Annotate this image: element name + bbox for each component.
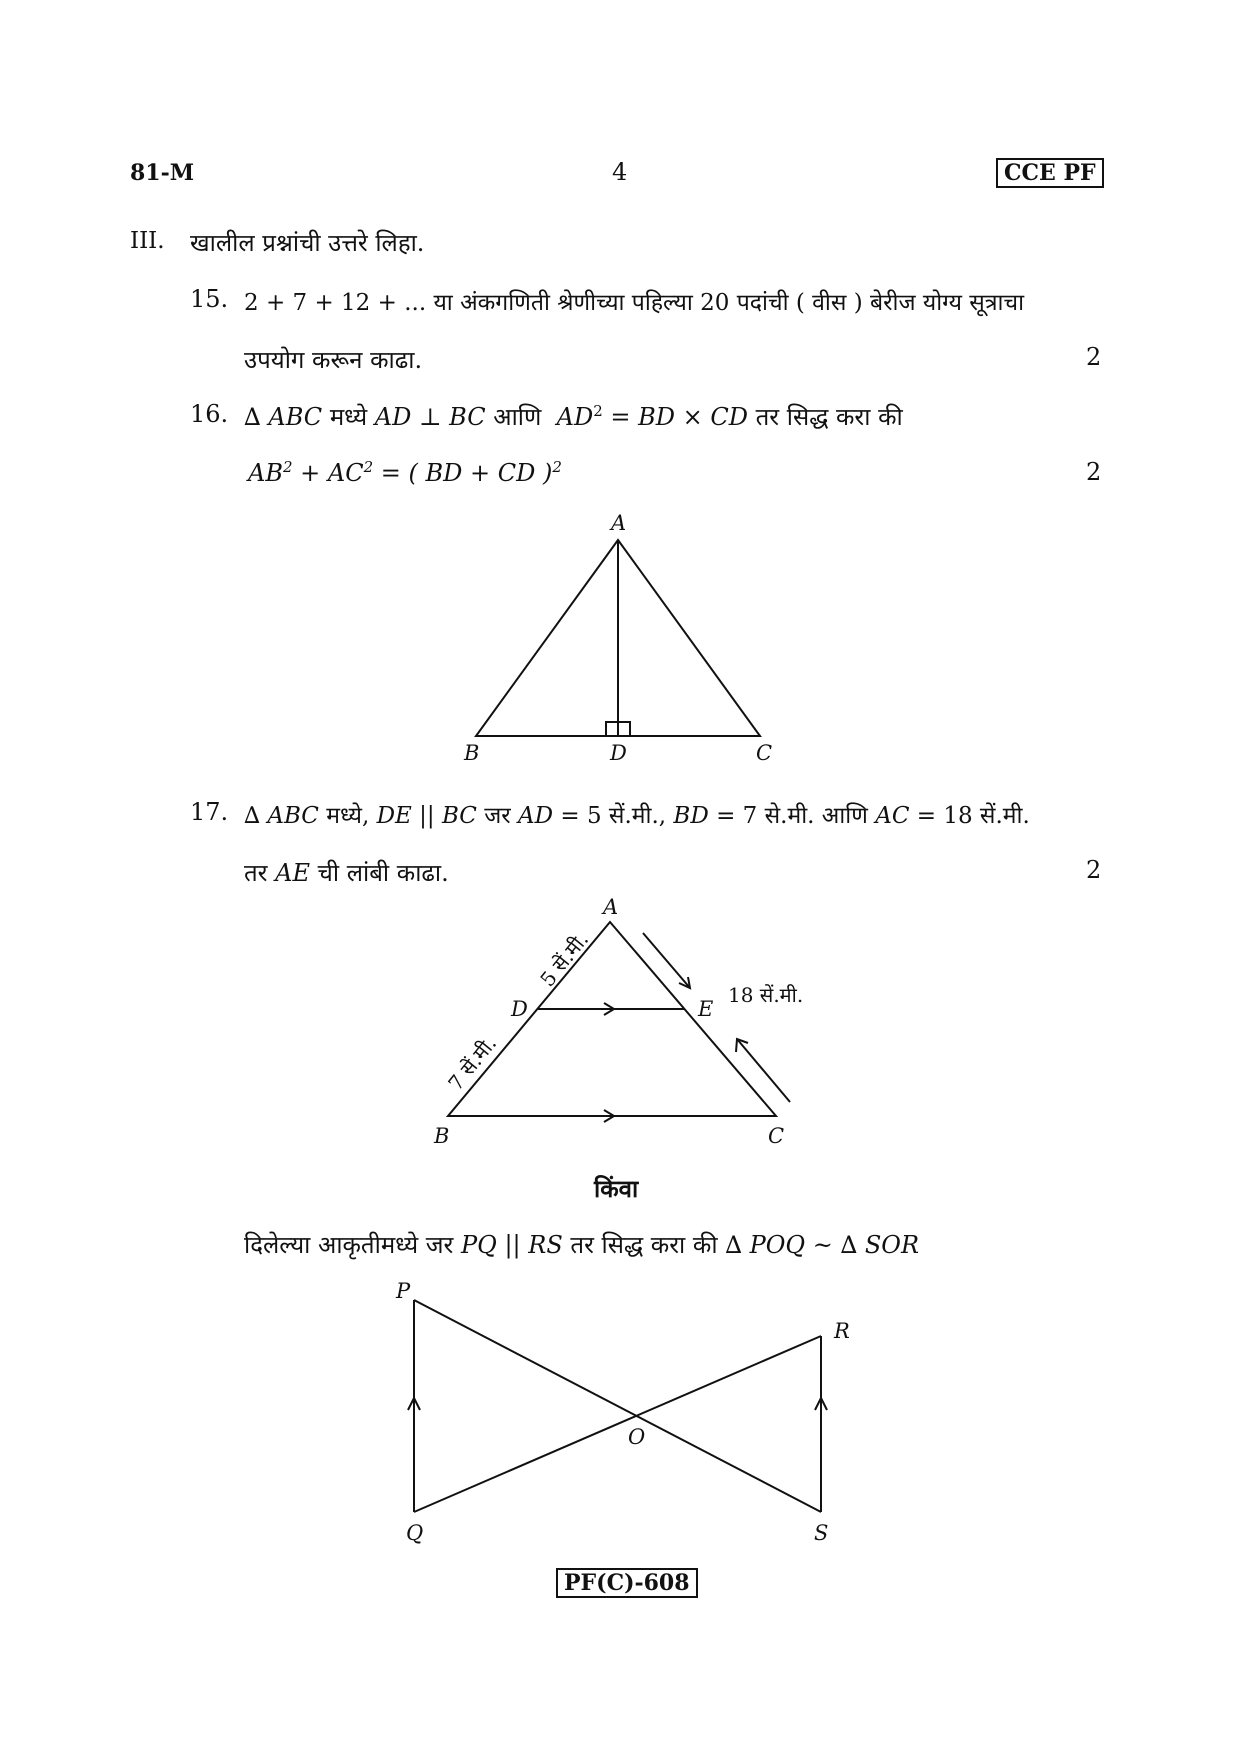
q17-marks: 2	[1086, 856, 1102, 884]
q17-label-b: B	[434, 1124, 450, 1148]
q15-line2: उपयोग करून काढा.	[244, 346, 423, 374]
q15-number: 15.	[190, 285, 229, 313]
alt-label-r: R	[834, 1319, 850, 1343]
q16-prove: तर सिद्ध करा की	[755, 403, 903, 431]
q16-ad-sup: 2	[593, 402, 603, 420]
q17-label-a: A	[603, 895, 619, 919]
series-box: CCE PF	[996, 158, 1104, 188]
q17-p1: मध्ये,	[326, 803, 370, 829]
q16-and: आणि	[493, 403, 542, 431]
alt-label-p: P	[396, 1279, 411, 1303]
q17-p5: = 5 सें.मी.,	[560, 803, 667, 829]
q17-p4: AD	[518, 803, 554, 829]
alt-p3: तर सिद्ध करा की	[570, 1231, 718, 1259]
q16-f2: + AC	[300, 459, 364, 487]
q16-number: 16.	[190, 400, 229, 428]
q17-length-ac: 18 सें.मी.	[728, 983, 804, 1007]
q17-p0: ∆ ABC	[244, 803, 319, 829]
q17-p3: जर	[484, 803, 511, 829]
q17-label-d: D	[511, 997, 528, 1021]
q17-p8: AC	[875, 803, 910, 829]
q15-marks: 2	[1086, 343, 1102, 371]
q17-l2c: ची लांबी काढा.	[317, 859, 449, 887]
page-number: 4	[612, 158, 628, 186]
q16-f1: AB	[248, 459, 283, 487]
q15-line1: 2 + 7 + 12 + ... या अंकगणिती श्रेणीच्या पहिल्या 20 पदांची ( वीस ) बेरीज योग्य सूत्राचा	[244, 290, 1025, 316]
q16-f2-sup: 2	[363, 458, 374, 476]
q16-ad: AD	[556, 403, 594, 431]
q16-label-a: A	[611, 511, 627, 535]
q16-f1-sup: 2	[282, 458, 293, 476]
alt-label-s: S	[814, 1521, 829, 1545]
paper-code: 81-M	[130, 160, 195, 186]
alt-p2: PQ || RS	[461, 1231, 563, 1259]
q17-p2: DE || BC	[376, 803, 477, 829]
q17-length-ad: 5 सें.मी.	[535, 927, 594, 992]
section-instruction: खालील प्रश्नांची उत्तरे लिहा.	[190, 229, 425, 257]
q17-number: 17.	[190, 798, 229, 826]
q16-marks: 2	[1086, 458, 1102, 486]
alt-p1: दिलेल्या आकृतीमध्ये जर	[244, 1231, 454, 1259]
q16-f3: = ( BD + CD )	[380, 459, 553, 487]
section-number: III.	[130, 228, 165, 254]
q17-length-bd: 7 सें.मी.	[443, 1031, 502, 1096]
alt-line-ps	[414, 1300, 821, 1512]
q17-p6: BD	[673, 803, 709, 829]
footer-code: PF(C)-608	[556, 1568, 698, 1598]
alt-label-q: Q	[406, 1521, 424, 1545]
q16-product: = BD × CD	[610, 403, 748, 431]
q16-in: मध्ये	[329, 403, 368, 431]
q16-triangle: ∆ ABC	[244, 403, 323, 431]
q17-l2a: तर	[244, 859, 268, 887]
alt-label-o: O	[628, 1425, 646, 1449]
q17-p9: = 18 सें.मी.	[916, 803, 1030, 829]
q17-label-e: E	[698, 997, 714, 1021]
alt-line-qr	[414, 1336, 821, 1512]
alt-p4: ∆ POQ ~ ∆ SOR	[725, 1231, 920, 1259]
q16-perp: AD ⊥ BC	[374, 403, 486, 431]
q17-l2b: AE	[275, 859, 310, 887]
q16-f3-sup: 2	[552, 458, 562, 476]
q17-p7: = 7 से.मी. आणि	[716, 803, 868, 829]
q16-label-b: B	[464, 741, 480, 765]
q16-label-c: C	[756, 741, 773, 765]
q16-label-d: D	[610, 741, 627, 765]
q17-label-c: C	[768, 1124, 785, 1148]
or-separator: किंवा	[594, 1174, 639, 1203]
